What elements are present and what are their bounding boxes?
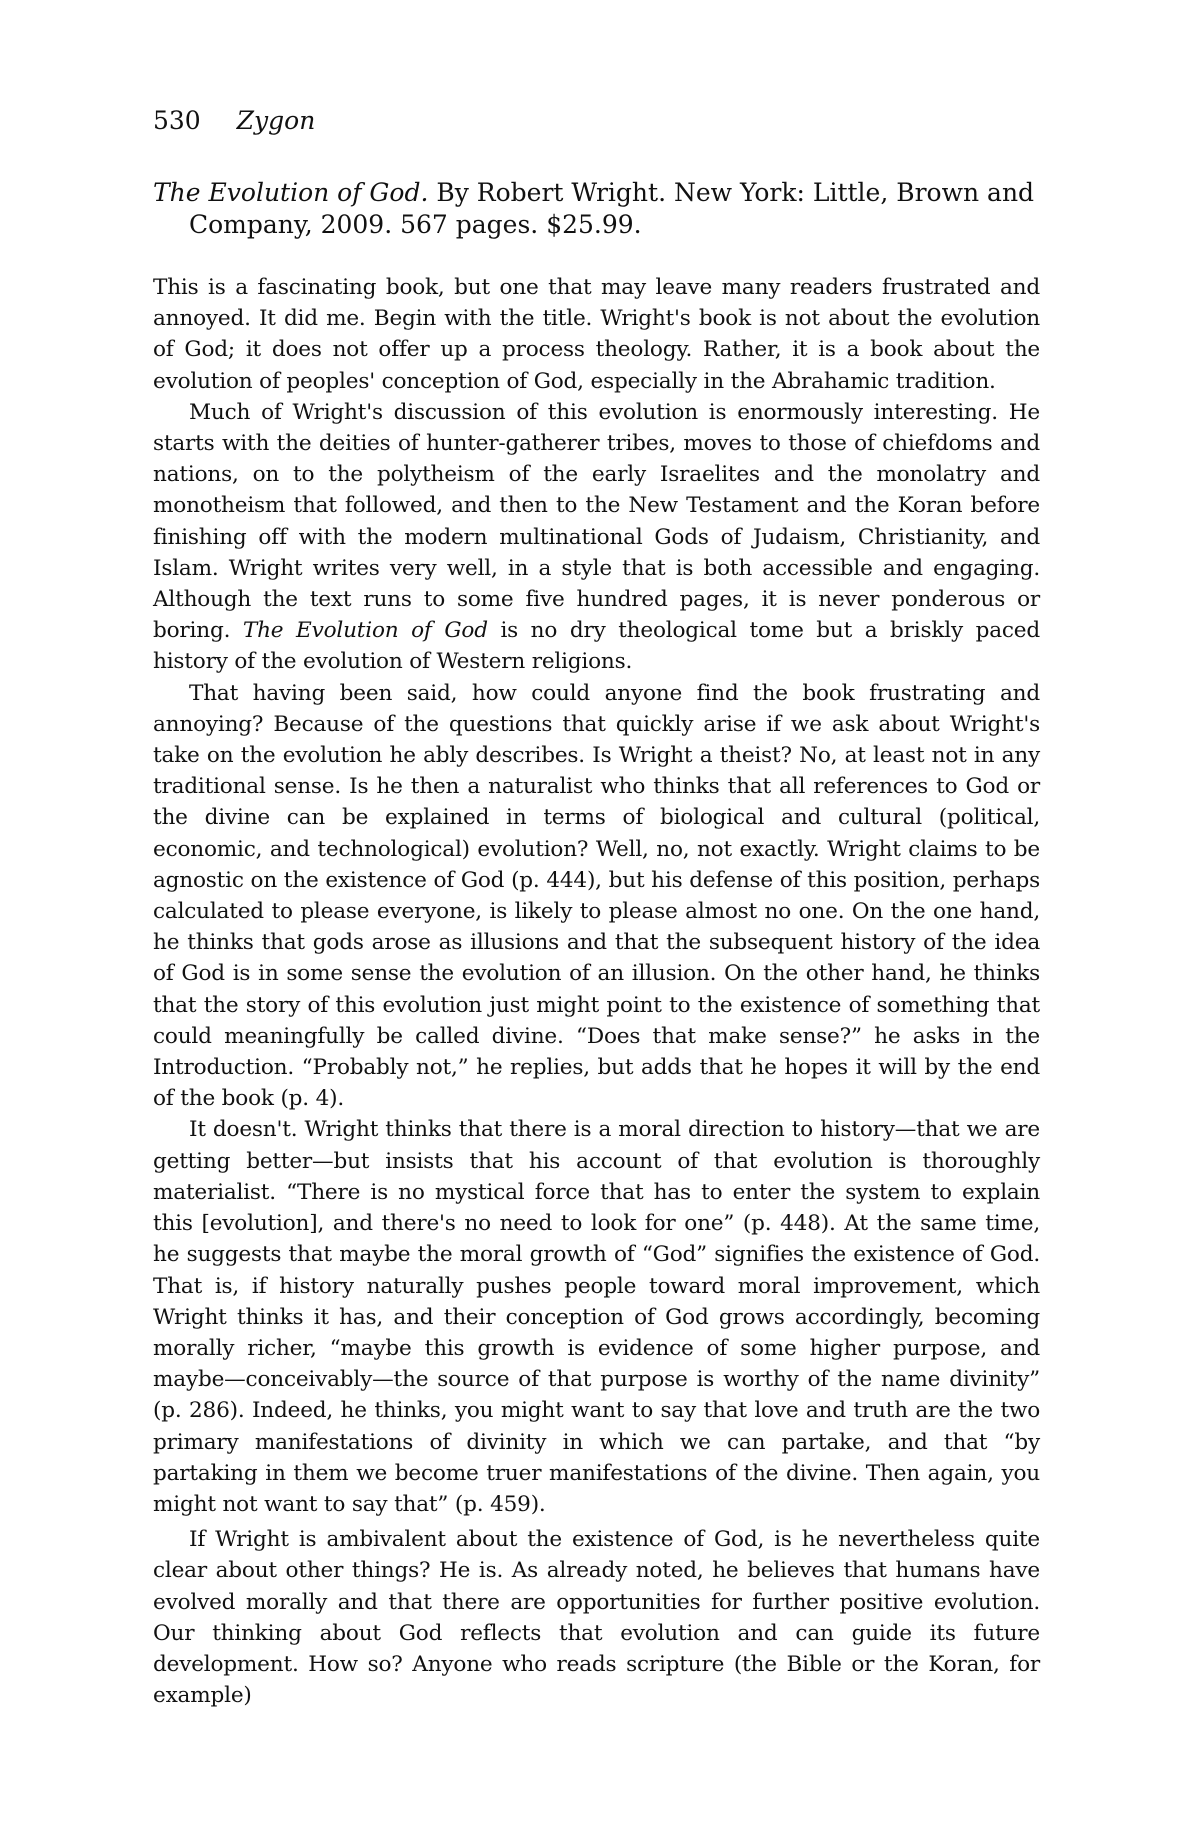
book-title: The Evolution of God. [153, 178, 429, 207]
paragraph-4: It doesn't. Wright thinks that there is a moral direction to history—that we are getting better—but insists that his account of that evolution is thoroughly materialist. “There is no mystical force that has to enter the system to explain this [evolution], and there's no need to look for one” (p. 448). At the same time, he suggests that maybe the moral growth of “God” signifies the existence of God. That is, if history naturally pushes people toward moral improvement, which Wright thinks it has, and their conception of God grows accordingly, becoming morally richer, “maybe this growth is evidence of some higher purpose, and maybe—conceivably—the source of that purpose is worthy of the name divinity” (p. 286). Indeed, he thinks, you might want to say that love and truth are the two primary manifestations of divinity in which we can partake, and that “by partaking in them we become truer manifestations of the divine. Then again, you might not want to say that” (p. 459). [153, 1117, 1040, 1517]
paragraph-1: This is a fascinating book, but one that may leave many readers frustrated and annoyed. It did me. Begin with the title. Wright's book is not about the evolution of God; it does not offer up a process theology. Rather, it is a book about the evolution of peoples' conception of God, especially in the Abrahamic tradition. [153, 275, 1040, 394]
citation-details: By Robert Wright. New York: Little, Brown and Company, 2009. 567 pages. $25.99. [189, 178, 1035, 239]
paragraph-3: That having been said, how could anyone find the book frustrating and annoying? Because of the questions that quickly arise if we ask about Wright's take on the evolution he ably describes. Is Wright a theist? No, at least not in any traditional sense. Is he then a naturalist who thinks that all references to God or the divine can be explained in terms of biological and cultural (political, economic, and technological) evolution? Well, no, not exactly. Wright claims to be agnostic on the existence of God (p. 444), but his defense of this position, perhaps calculated to please everyone, is likely to please almost no one. On the one hand, he thinks that gods arose as illusions and that the subsequent history of the idea of God is in some sense the evolution of an illusion. On the other hand, he thinks that the story of this evolution just might point to the existence of something that could meaningfully be called divine. “Does that make sense?” he asks in the Introduction. “Probably not,” he replies, but adds that he hopes it will by the end of the book (p. 4). [153, 680, 1040, 1112]
page-number: 530 [153, 106, 201, 135]
review-body [153, 272, 1040, 1711]
paragraph-2 [153, 397, 1040, 678]
paragraph-5: If Wright is ambivalent about the existence of God, is he nevertheless quite clear about other things? He is. As already noted, he believes that humans have evolved morally and that there are opportunities for further positive evolution. Our thinking about God reflects that evolution and can guide its future development. How so? Anyone who reads scripture (the Bible or the Koran, for example) [153, 1527, 1040, 1709]
book-title-inline: The Evolution of God [242, 618, 488, 644]
book-citation [153, 177, 1040, 241]
running-head [153, 105, 315, 137]
journal-title: Zygon [236, 106, 316, 135]
paragraph-2-text-end: is no dry theological tome but a briskly paced history of the evolution of Western religions. [153, 618, 1040, 675]
paragraph-2-text: Much of Wright's discussion of this evolution is enormously interesting. He starts with the deities of hunter-gatherer tribes, moves to those of chiefdoms and nations, on to the polytheism of the early Israelites and the monolatry and monotheism that followed, and then to the New Testament and the Koran before finishing off with the modern multinational Gods of Judaism, Christianity, and Islam. Wright writes very well, in a style that is both accessible and engaging. Although the text runs to some five hundred pages, it is never ponderous or boring. [153, 399, 1040, 644]
